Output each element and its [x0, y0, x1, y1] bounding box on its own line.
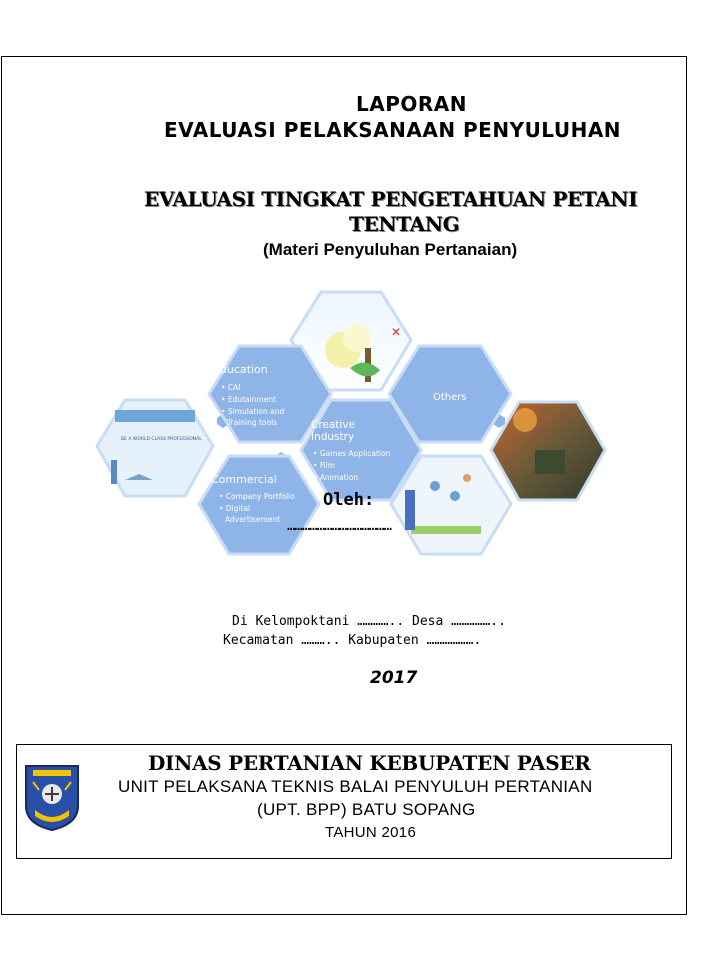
game-image-hexagon: [491, 402, 605, 500]
report-subtitle: EVALUASI TINGKAT PENGETAHUAN PETANI: [144, 187, 638, 211]
report-year: 2017: [370, 668, 418, 688]
creative-title-2: Industry: [311, 431, 355, 443]
commercial-item-1: • Company Portfolio: [219, 492, 295, 501]
location-line-1: Di Kelompoktani ………….. Desa ……………..: [232, 614, 506, 629]
author-label: Oleh:: [323, 490, 375, 510]
report-subtitle-material: (Materi Penyuluhan Pertanaian): [263, 240, 518, 259]
unit-name-line2: (UPT. BPP) BATU SOPANG: [257, 800, 476, 819]
education-item-3: • Simulation and: [221, 407, 285, 416]
education-item-4: Training tools: [227, 418, 278, 427]
commercial-title: Commercial: [211, 473, 277, 486]
commercial-item-2: • Digital: [219, 504, 251, 513]
education-item-2: • Edutainment: [221, 395, 277, 404]
unit-name: UNIT PELAKSANA TEKNIS BALAI PENYULUH PERTANIAN: [118, 777, 593, 796]
others-title: Others: [433, 392, 467, 403]
report-title-line2: EVALUASI PELAKSANAAN PENYULUHAN: [164, 118, 622, 142]
commercial-item-3: Advertisement: [225, 515, 281, 524]
screenshot-hexagon: [97, 400, 213, 496]
svg-text:✕: ✕: [391, 325, 402, 339]
footer-year: TAHUN 2016: [325, 824, 417, 841]
creative-item-1: • Games Application: [313, 449, 391, 458]
author-name-blank: ……………………………………: [287, 518, 392, 534]
creative-item-3: • Animation: [313, 473, 359, 482]
creative-title: Creative: [311, 419, 356, 431]
district-emblem-icon: [23, 762, 81, 832]
report-subtitle-line2: TENTANG: [349, 212, 460, 236]
creative-item-2: • Film: [313, 461, 336, 470]
location-line-2: Kecamatan ……….. Kabupaten ……………….: [223, 633, 482, 648]
agency-name: DINAS PERTANIAN KEBUPATEN PASER: [148, 751, 591, 775]
education-item-1: • CAI: [221, 383, 241, 392]
commercial-hexagon: [199, 456, 319, 554]
report-title: LAPORAN: [356, 92, 467, 116]
education-title: Education: [213, 363, 268, 376]
screenshot-text: BE A WORLD CLASS PROFESSIONAL: [121, 437, 202, 442]
